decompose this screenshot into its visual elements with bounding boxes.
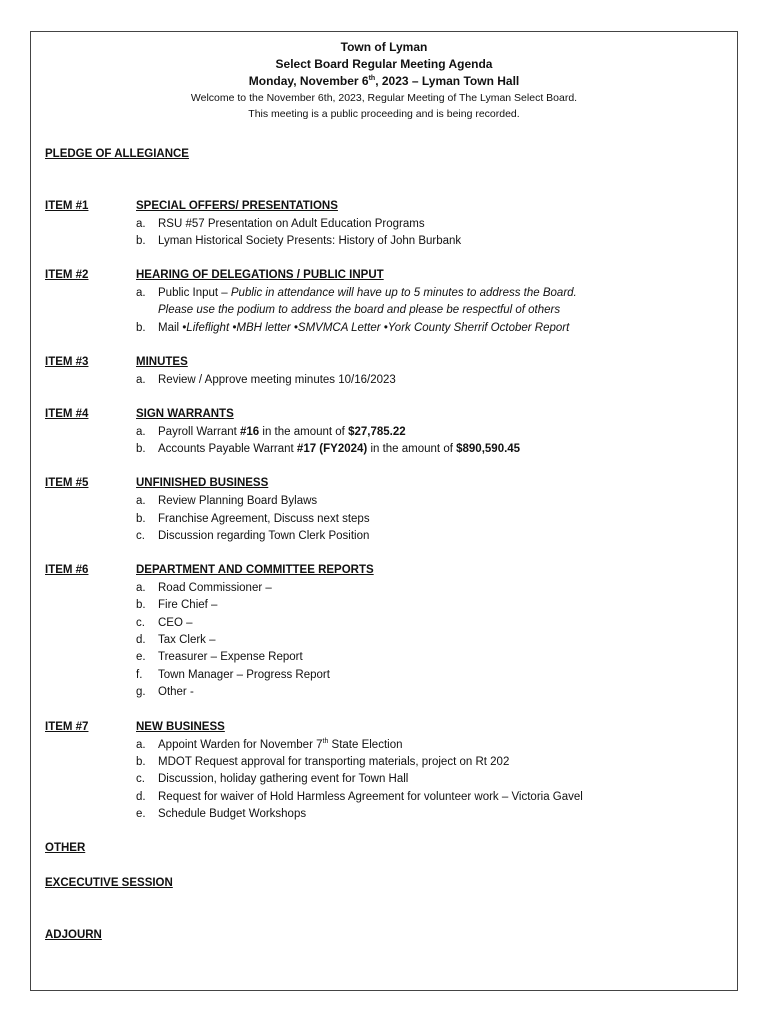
recording-notice: This meeting is a public proceeding and is being recorded.: [248, 108, 520, 120]
town-name: Town of Lyman: [340, 40, 428, 54]
list-item: d. Tax Clerk –: [136, 634, 216, 646]
welcome-text: Welcome to the November 6th, 2023, Regular Meeting of The Lyman Select Board.: [190, 92, 578, 104]
item-3-label: ITEM #3: [45, 356, 89, 368]
adjourn-heading: ADJOURN: [45, 929, 102, 941]
item-6-label: ITEM #6: [45, 564, 89, 576]
item-5-title: UNFINISHED BUSINESS: [136, 477, 269, 489]
item-7-label: ITEM #7: [45, 721, 89, 733]
list-item: b. Accounts Payable Warrant #17 (FY2024) in the amount of $890,590.45: [136, 443, 521, 455]
list-item: a. Review Planning Board Bylaws: [136, 495, 318, 507]
agenda-page: [30, 31, 738, 991]
item-1-label: ITEM #1: [45, 200, 89, 212]
item-2-label: ITEM #2: [45, 269, 89, 281]
item-4-label: ITEM #4: [45, 408, 89, 420]
item-6-title: DEPARTMENT AND COMMITTEE REPORTS: [136, 564, 374, 576]
list-item: a. Appoint Warden for November 7th State Election: [136, 738, 403, 751]
list-item: g. Other -: [136, 686, 194, 698]
list-item: f. Town Manager – Progress Report: [136, 669, 330, 681]
list-item: c. CEO –: [136, 617, 193, 629]
list-item: b. Franchise Agreement, Discuss next steps: [136, 513, 370, 525]
list-item: a. Payroll Warrant #16 in the amount of $27,785.22: [136, 426, 406, 438]
list-item: a. Review / Approve meeting minutes 10/16/2023: [136, 374, 396, 386]
executive-session-heading: EXCECUTIVE SESSION: [45, 877, 173, 889]
item-4-title: SIGN WARRANTS: [136, 408, 234, 420]
list-item: a. RSU #57 Presentation on Adult Education Programs: [136, 218, 425, 230]
list-item: a. Public Input – Public in attendance will have up to 5 minutes to address the Board.: [136, 287, 577, 299]
list-item: c. Discussion, holiday gathering event for Town Hall: [136, 773, 409, 785]
list-item: a. Road Commissioner –: [136, 582, 272, 594]
item-3-title: MINUTES: [136, 356, 188, 368]
item-5-label: ITEM #5: [45, 477, 89, 489]
list-item-continuation: Please use the podium to address the board and please be respectful of others: [158, 304, 561, 316]
list-item: e. Schedule Budget Workshops: [136, 808, 307, 820]
item-1-title: SPECIAL OFFERS/ PRESENTATIONS: [136, 200, 338, 212]
meeting-date: Monday, November 6th, 2023 – Lyman Town Hall: [248, 74, 520, 88]
pledge-heading: PLEDGE OF ALLEGIANCE: [45, 148, 189, 160]
list-item: b. MDOT Request approval for transporting materials, project on Rt 202: [136, 756, 510, 768]
list-item: b. Fire Chief –: [136, 599, 218, 611]
item-7-title: NEW BUSINESS: [136, 721, 225, 733]
list-item: e. Treasurer – Expense Report: [136, 651, 303, 663]
list-item: b. Mail •Lifeflight •MBH letter •SMVMCA Letter •York County Sherrif October Report: [136, 322, 570, 334]
other-heading: OTHER: [45, 842, 86, 854]
meeting-title: Select Board Regular Meeting Agenda: [275, 57, 493, 71]
list-item: b. Lyman Historical Society Presents: History of John Burbank: [136, 235, 462, 247]
list-item: d. Request for waiver of Hold Harmless Agreement for volunteer work – Victoria Gavel: [136, 791, 583, 803]
list-item: c. Discussion regarding Town Clerk Position: [136, 530, 370, 542]
item-2-title: HEARING OF DELEGATIONS / PUBLIC INPUT: [136, 269, 384, 281]
